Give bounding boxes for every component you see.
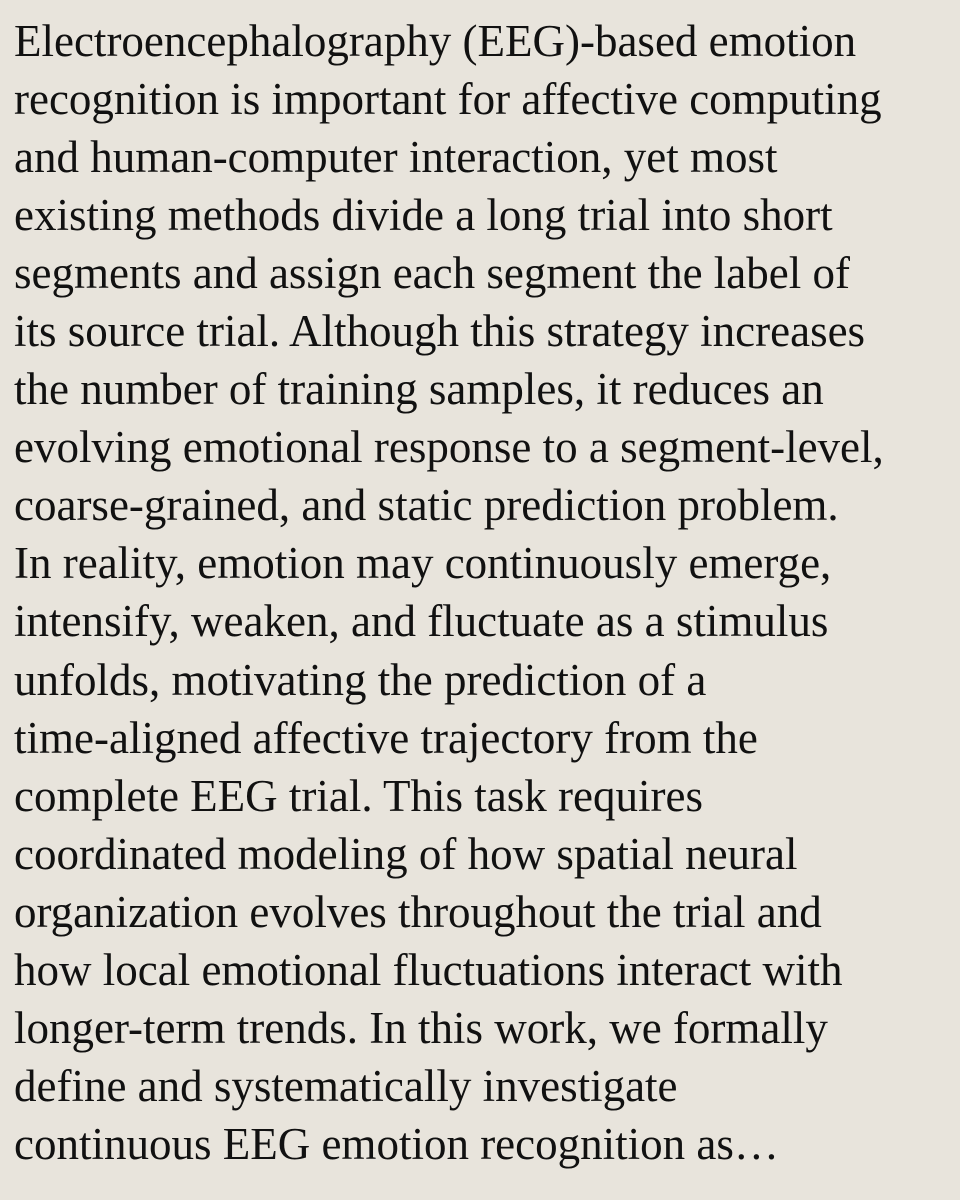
abstract-text — [14, 12, 954, 1173]
text-line: complete EEG trial. This task requires — [14, 770, 703, 821]
text-line: segments and assign each segment the label of — [14, 248, 850, 299]
text-line: existing methods divide a long trial into short — [14, 190, 833, 241]
text-line: continuous EEG emotion recognition as… — [14, 1118, 779, 1169]
text-line: recognition is important for affective computing — [14, 74, 882, 125]
text-line: longer-term trends. In this work, we formally — [14, 1002, 828, 1053]
text-line: organization evolves throughout the trial and — [14, 886, 822, 937]
text-line: In reality, emotion may continuously emerge, — [14, 538, 832, 589]
text-line: time-aligned affective trajectory from the — [14, 712, 758, 763]
text-line: evolving emotional response to a segment-level, — [14, 422, 884, 473]
text-line: unfolds, motivating the prediction of a — [14, 654, 707, 705]
text-line: its source trial. Although this strategy increases — [14, 306, 866, 357]
text-line: intensify, weaken, and fluctuate as a stimulus — [14, 596, 829, 647]
text-line: how local emotional fluctuations interact with — [14, 944, 843, 995]
text-line: coarse-grained, and static prediction problem. — [14, 480, 839, 531]
text-line: coordinated modeling of how spatial neural — [14, 828, 798, 879]
text-line: define and systematically investigate — [14, 1060, 678, 1111]
text-line: Electroencephalography (EEG)-based emotion — [14, 16, 857, 66]
text-line: and human-computer interaction, yet most — [14, 132, 778, 183]
text-line: the number of training samples, it reduces an — [14, 364, 824, 415]
